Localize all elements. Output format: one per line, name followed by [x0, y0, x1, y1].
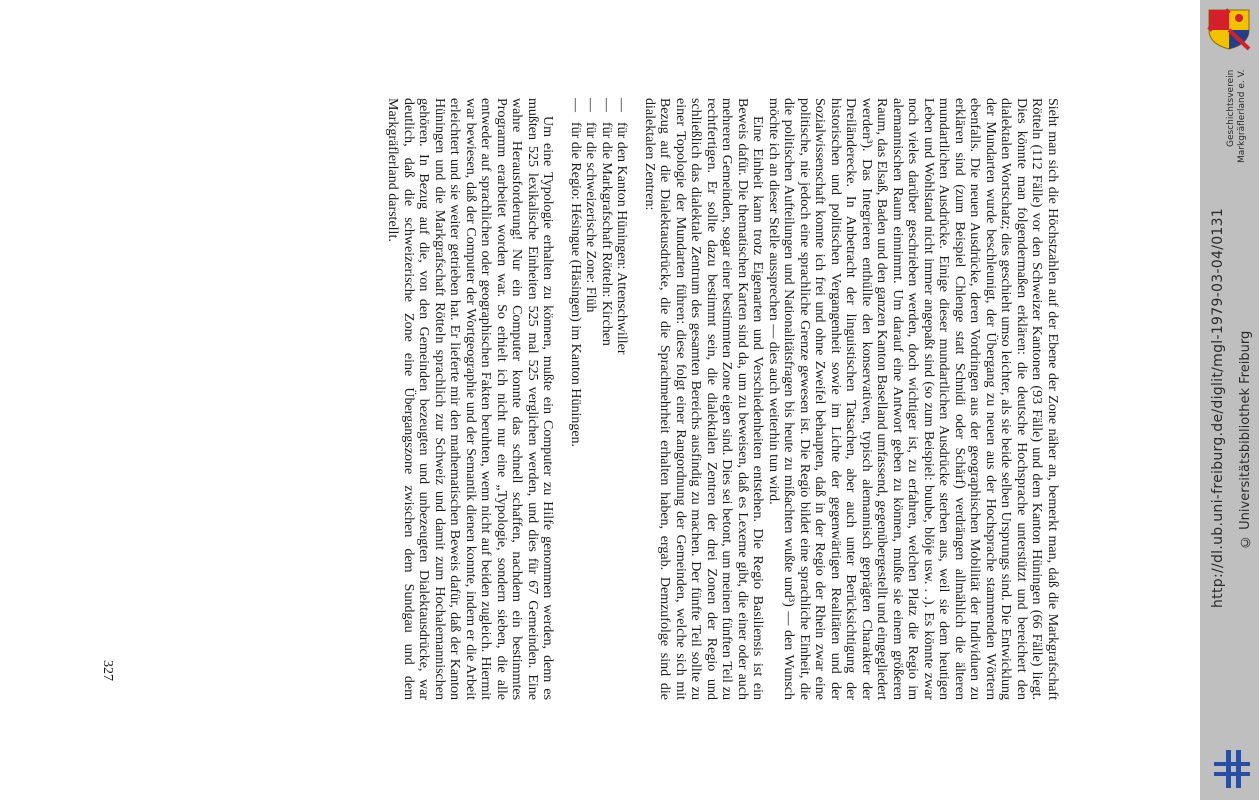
page-number: 327: [100, 660, 115, 681]
intro-paragraph: Sieht man sich die Höchstzahlen auf der Ebene der Zone näher an, bemerkt man, daß die Markgrafschaft Rötteln (112 Fälle) vor den Schweizer Kantonen (93 Fälle) und dem Kanton Hüningen (66 Fälle) liegt. Dies könnte man folgendermaßen erklären: die deutsche Hochsprache unterstützt und bereichert den dialektalen Wortschatz; dies geschieht umso leichter, als sie beide selben Ursprungs sind. Die Entwicklung der Mundarten wurde beschleunigt, der Übergang zu neuen aus der Hochsprache stammenden Wörtern ebenfalls. Die neuen Ausdrücke, deren Vordringen aus der geographischen Mobilität der Individuen zu erklären sind (zum Beispiel Chlenge statt Schnidi oder Schärf) verdrängen allmählich die älteren mundartlichen Ausdrücke. Einige dieser mundartlichen Ausdrücke sterben aus, weil sie dem heutigen Leben und Wohlstand nicht immer angepaßt sind (so zum Beispiel: buube, blöje usw. . .). Es könnte zwar noch vieles darüber geschrieben werden, doch wichtiger ist, zu erfahren, welchen Platz die Regio im alemannischen Raum einnimmt. Um darauf eine Antwort geben zu können, mußte sie einem größeren Raum, das Elsaß, Baden und den ganzen Kanton Baselland umfassend, gegenübergestellt und eingegliedert werden³). Das Integrieren enthüllte den konservativen, typisch alemannisch geprägten Charakter der Dreiländerecke. In Anbetracht der linguistischen Tatsachen, aber auch unter Berücksichtigung der historischen und politischen Vergangenheit sowie im Lichte der gegenwärtigen Realitäten und der Sozialwissenschaft konnte ich frei und ohne Zweifel behaupten, daß in der Regio der Rhein zwar eine politische, nie jedoch eine sprachliche Grenze gewesen ist. Die Regio bildet eine sprachliche Einheit, die die politischen Aufteilungen und Nationalitätsfragen bis heute zu mißachten wußte und³) — den Wunsch möchte ich an dieser Stelle aussprechen — dies auch weiterhin tun wird.: [766, 98, 1060, 700]
list-item: —für die schweizerische Zone: Flüh: [583, 98, 599, 313]
list-item: —für den Kanton Hüningen: Attenschwiller: [614, 98, 630, 355]
source-url-link[interactable]: http://dl.ub.uni-freiburg.de/diglit/mgl-1979-03-04/0131: [1210, 207, 1226, 608]
list-item: —für die Regio: Hésingue (Häsingen) im Kanton Hüningen.: [568, 98, 583, 448]
ub-freiburg-logo-icon: [1212, 748, 1252, 790]
third-paragraph: Um eine Typologie erhalten zu können, mußte ein Computer zu Hilfe genommen werden, denn es mußten 525 lexikalische Einheiten 525 mal 525 verglichen werden, und dies für 67 Gemeinden. Eine wahre Herausforderung! Nur ein Computer konnte das schnell schaffen, nachdem ein bestimmtes Programm erarbeitet worden war. So erhielt ich nicht nur eine „Typologie, sondern sieben, die alle entweder auf sprachlichen oder geographischen Fakten beruhten, wenn nicht auf beiden zugleich. Hiermit war bewiesen, daß der Computer der Wortgeographie und der Semantik dienen konnte, indem er die Arbeit erleichtert und sie weiter getrieben hat. Er lieferte mir den mathematischen Beweis dafür, daß der Kanton Hüningen und die Markgrafschaft Rötteln sprachlich zur Schweiz und damit zum Hochalemannischen gehören. In Bezug auf die, von den Gemeinden bezeugten und unbezeugten Dialektausdrücke, war deutlich, daß die schweizerische Zone eine Übergangszone zwischen dem Sundgau und dem Markgräflerland darstellt.: [385, 98, 556, 700]
copyright-notice: © Universitätsbibliothek Freiburg: [1238, 330, 1253, 550]
society-crest-icon: [1206, 8, 1252, 50]
list-item: —für die Markgrafschaft Rötteln: Kirchen: [599, 98, 614, 346]
body-text: [385, 98, 1060, 700]
dialect-centers-list: [568, 98, 630, 700]
society-label: Geschichtsverein Markgräflerland e. V.: [1226, 70, 1247, 164]
second-paragraph: Eine Einheit kann trotz Eigenarten und Verschiedenheiten entstehen. Die Regio Basiliensis ist ein Beweis dafür. Die thematischen Karten sind da, um zu beweisen, daß es Lexeme gibt, die einer oder auch mehreren Gemeinden, sogar einer bestimmten Zone eigen sind. Dies sei betont, um meinen fünften Teil zu rechtfertigen. Er sollte dazu bestimmt sein, die dialektalen Zentren der drei Zonen der Regio und schließlich das dialektale Zentrum des gesamten Bereichs ausfindig zu machen. Der fünfte Teil sollte zu einer Topologie der Mundarten führen: diese folgt einer Rangordnung der Gemeinden, welche sich mit Bezug auf die Dialektausdrücke, die die Sprachmehrheit erhalten haben, ergab. Demzufolge sind die dialektalen Zentren:: [642, 98, 766, 700]
